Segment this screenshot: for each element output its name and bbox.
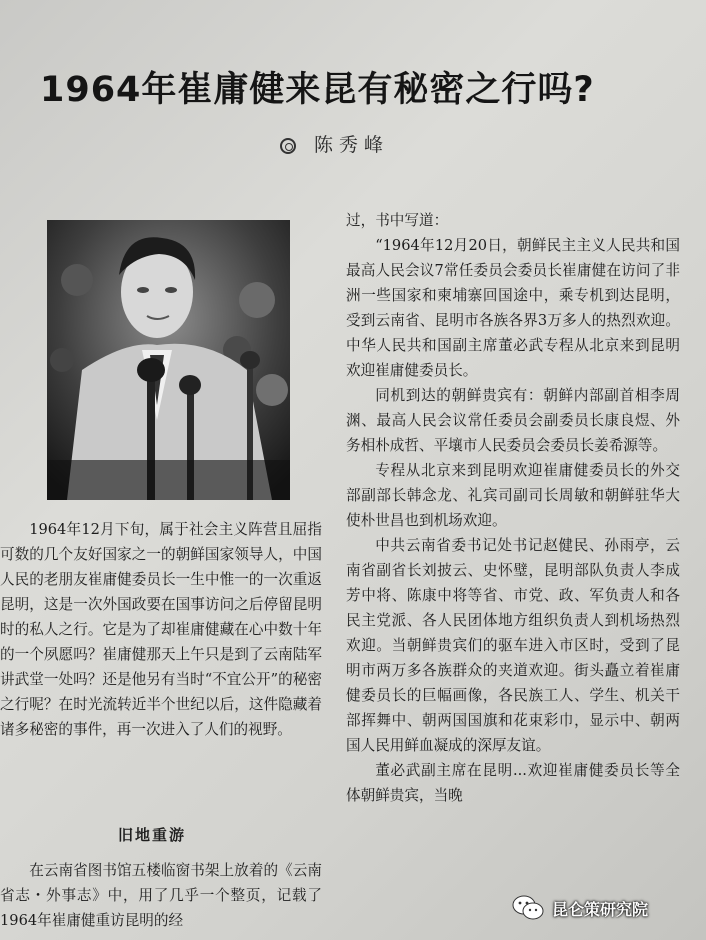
paragraph: 董必武副主席在昆明...欢迎崔庸健委员长等全体朝鲜贵宾，当晚 [346,762,680,804]
article-title: 1964年崔庸健来昆有秘密之行吗? [40,70,595,110]
bullet-circle-icon [280,138,296,154]
byline [280,130,389,157]
watermark [512,890,702,926]
paragraph: 专程从北京来到昆明欢迎崔庸健委员长的外交部副部长韩念龙、礼宾司副司长周敏和朝鲜驻华大使朴世昌也到机场欢迎。 [346,462,680,529]
section-heading: 旧地重游 [118,826,187,844]
section-paragraph: 在云南省图书馆五楼临窗书架上放着的《云南省志・外事志》中，用了几乎一个整页，记载了1964年崔庸健重访昆明的经 [0,862,322,929]
paragraph: 过，书中写道： [346,212,449,229]
left-column [0,517,322,742]
right-column [346,208,680,808]
portrait-photo [47,220,290,500]
author-name: 陈秀峰 [314,134,390,156]
quote-paragraph: “1964年12月20日，朝鲜民主主义人民共和国最高人民会议7常任委员会委员长崔庸健在访问了非洲一些国家和柬埔寨回国途中，乘专机到达昆明，受到云南省、昆明市各族各界3万多人的热烈欢迎。中华人民共和国副主席董必武专程从北京来到昆明欢迎崔庸健委员长。 [346,237,680,379]
paragraph: 同机到达的朝鲜贵宾有：朝鲜内部副首相李周渊、最高人民会议常任委员会副委员长康良煜、外务相朴成哲、平壤市人民委员会委员长姜希源等。 [346,387,680,454]
watermark-label: 昆仑策研究院 [552,899,649,919]
paragraph: 中共云南省委书记处书记赵健民、孙雨亭，云南省副省长刘披云、史怀璧，昆明部队负责人李成芳中将、陈康中将等省、市党、政、军负责人和各民主党派、各人民团体地方组织负责人到机场热烈欢迎。当朝鲜贵宾们的驱车进入市区时，受到了昆明市两万多各族群众的夹道欢迎。街头矗立着崔庸健委员长的巨幅画像，各民族工人、学生、机关干部挥舞中、朝两国国旗和花束彩巾，显示中、朝两国人民用鲜血凝成的深厚友谊。 [346,537,680,754]
intro-paragraph: 1964年12月下旬，属于社会主义阵营且屈指可数的几个友好国家之一的朝鲜国家领导人，中国人民的老朋友崔庸健委员长一生中惟一的一次重返昆明，这是一次外国政要在国事访问之后停留昆明时的私人之行。它是为了却崔庸健藏在心中数十年的一个夙愿吗？崔庸健那天上午只是到了云南陆军讲武堂一处吗？还是他另有当时“不宜公开”的秘密之行呢？在时光流转近半个世纪以后，这件隐藏着诸多秘密的事件，再一次进入了人们的视野。 [0,521,322,738]
wechat-icon [512,894,544,922]
left-bottom-column [0,858,322,933]
